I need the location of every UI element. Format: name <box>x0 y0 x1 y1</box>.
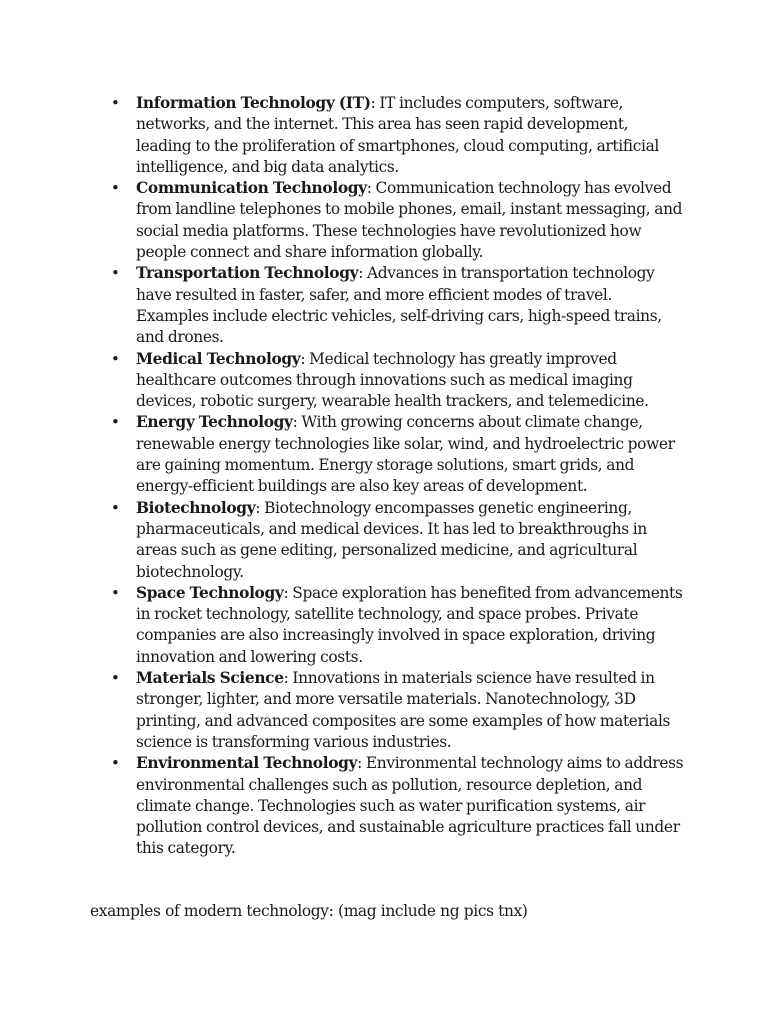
item-term: Communication Technology <box>136 179 367 198</box>
item-description: : Medical technology has greatly improved healthcare outcomes through innovations such as medical imaging devices, robotic surgery, wearable health trackers, and telemedicine. <box>136 349 649 411</box>
bullet-icon: • <box>111 349 120 368</box>
list-item <box>105 412 685 497</box>
item-description: : Space exploration has benefited from advancements in rocket technology, satellite technology, and space probes. Private companies are also increasingly involved in space exploration, driving innovation and lowering costs. <box>136 583 683 666</box>
list-item <box>105 263 685 348</box>
list-item <box>105 583 685 668</box>
item-description: : Communication technology has evolved from landline telephones to mobile phones, email, instant messaging, and social media platforms. These technologies have revolutionized how people connect and share information globally. <box>136 179 683 262</box>
bullet-icon: • <box>111 413 120 432</box>
bullet-icon: • <box>111 754 120 773</box>
item-description: : IT includes computers, software, networks, and the internet. This area has seen rapid development, leading to the proliferation of smartphones, cloud computing, artificial intelligence, and big data analytics. <box>136 94 659 176</box>
list-item <box>105 178 685 263</box>
list-item <box>105 753 685 859</box>
item-term: Space Technology <box>136 583 284 602</box>
list-item <box>105 349 685 413</box>
item-term: Transportation Technology <box>136 264 359 283</box>
bullet-icon: • <box>111 498 120 517</box>
list-item <box>105 498 685 583</box>
bullet-icon: • <box>111 94 120 112</box>
list-item <box>105 93 685 178</box>
item-description: : Environmental technology aims to address environmental challenges such as pollution, resource depletion, and climate change. Technologies such as water purification systems, air pollution control devices, and sustainable agriculture practices fall under this category. <box>136 754 684 858</box>
bullet-icon: • <box>111 264 120 283</box>
bullet-icon: • <box>111 583 120 602</box>
bullet-icon: • <box>111 669 120 688</box>
item-term: Energy Technology <box>136 413 293 432</box>
item-term: Materials Science <box>136 669 284 688</box>
item-description: : Biotechnology encompasses genetic engineering, pharmaceuticals, and medical devices. It has led to breakthroughs in areas such as gene editing, personalized medicine, and agricultural biotechnology. <box>136 498 647 581</box>
list-item <box>105 668 685 753</box>
item-term: Information Technology (IT) <box>136 94 371 112</box>
item-term: Medical Technology <box>136 349 301 368</box>
item-description: : With growing concerns about climate change, renewable energy technologies like solar, wind, and hydroelectric power are gaining momentum. Energy storage solutions, smart grids, and energy-efficient buildings are also key areas of development. <box>136 413 675 496</box>
item-description: : Advances in transportation technology have resulted in faster, safer, and more efficient modes of travel. Examples include electric vehicles, self-driving cars, high-speed trains, and drones. <box>136 264 662 347</box>
item-description: : Innovations in materials science have resulted in stronger, lighter, and more versatile materials. Nanotechnology, 3D printing, and advanced composites are some examples of how materials science is transforming various industries. <box>136 669 671 751</box>
bullet-icon: • <box>111 179 120 198</box>
item-term: Biotechnology <box>136 498 256 517</box>
technology-bullet-list <box>105 93 685 860</box>
item-term: Environmental Technology <box>136 754 358 773</box>
footer-note: examples of modern technology: (mag include ng pics tnx) <box>90 902 528 920</box>
